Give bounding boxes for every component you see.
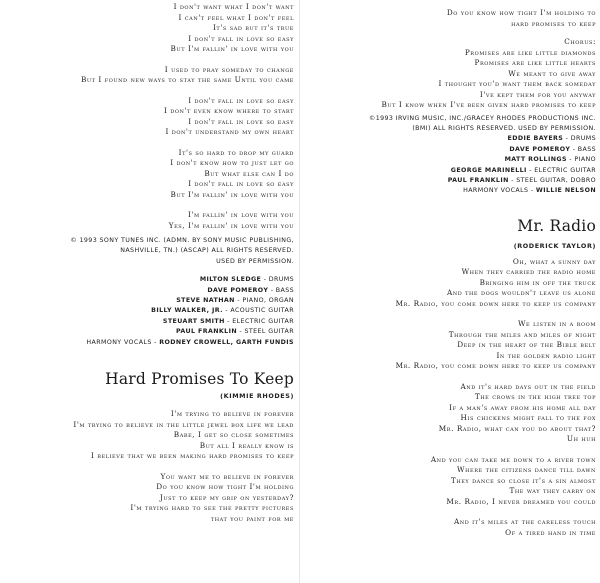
- lyric-line: Through the miles and miles of night: [448, 329, 596, 339]
- stanza: [0, 65, 294, 86]
- musician-credit: MATT ROLLINGS - PIANO: [504, 156, 596, 164]
- stanza: [302, 8, 596, 29]
- musician-credit: DAVE POMEROY - BASS: [509, 145, 596, 153]
- lyric-line: I don't understand my own heart: [165, 127, 294, 136]
- lyric-line: I don't want what I don't want: [173, 2, 294, 11]
- stanza: [0, 148, 294, 201]
- stanza: [302, 455, 596, 508]
- lyric-line: I don't fall in love so easy: [188, 33, 294, 43]
- musician-credit: EDDIE BAYERS - DRUMS: [507, 135, 596, 143]
- lyric-line: I'm fallin' in love with you: [187, 210, 294, 219]
- stanza: [0, 210, 294, 231]
- left-column: [0, 0, 294, 524]
- musician-credit: STEUART SMITH - ELECTRIC GUITAR: [162, 317, 294, 325]
- lyric-line: I don't fall in love so easy: [188, 95, 294, 105]
- stanza: [302, 257, 596, 310]
- copyright-line: ©1993 IRVING MUSIC, INC./GRACEY RHODES PRODUCTIONS INC.: [369, 114, 596, 122]
- stanza: [0, 2, 294, 55]
- lyric-line: When they carried the radio home: [461, 267, 596, 277]
- musician-credit: DAVE POMEROY - BASS: [207, 286, 294, 294]
- lyric-line: We listen in a room: [517, 319, 596, 329]
- song-title-hard-promises: Hard Promises To Keep: [105, 370, 294, 389]
- stanza: [0, 472, 294, 525]
- musician-name: GEORGE MARINELLI: [450, 166, 527, 174]
- lyric-line: Just to keep my grip on yesterday?: [159, 492, 294, 502]
- musician-credit: HARMONY VOCALS - WILLIE NELSON: [463, 187, 596, 195]
- musician-name: PAUL FRANKLIN: [447, 176, 509, 184]
- lyric-line: But I'm fallin' in love with you: [170, 44, 294, 53]
- lyric-line: I don't even know where to start: [164, 106, 294, 115]
- lyric-line: In the golden radio light: [496, 350, 596, 360]
- lyric-line: You want me to believe in forever: [160, 471, 294, 481]
- song2-copyright: [302, 114, 596, 135]
- lyric-line: I don't fall in love so easy: [188, 179, 294, 188]
- lyric-line: Chorus:: [564, 37, 596, 46]
- lyric-line: But what else can I do: [204, 168, 294, 178]
- musician-name: BILLY WALKER, JR.: [151, 307, 223, 315]
- lyric-line: And it's hard days out in the field: [460, 381, 596, 391]
- lyric-line: And the dogs wouldn't leave us alone: [446, 288, 596, 298]
- musician-credit: HARMONY VOCALS - RODNEY CROWELL, GARTH FUNDIS: [86, 338, 294, 346]
- musician-name: EDDIE BAYERS: [507, 135, 564, 143]
- lyric-line: His chickens might fall to the fox: [460, 413, 596, 423]
- musician-name: DAVE POMEROY: [207, 286, 269, 294]
- song2-lyrics-continued: [302, 0, 596, 29]
- lyric-line: I thought you'd want them back someday: [438, 79, 596, 88]
- lyric-line: The way they carry on: [509, 486, 596, 496]
- lyric-line: Babe, I get so close sometimes: [173, 430, 294, 440]
- musician-credit: GEORGE MARINELLI - ELECTRIC GUITAR: [450, 166, 596, 174]
- lyric-line: Do you know how tight I'm holding: [156, 482, 294, 492]
- lyric-line: hard promises to keep: [511, 18, 596, 28]
- lyric-line: Deep in the heart of the Bible belt: [457, 340, 596, 350]
- musician-credit: MILTON SLEDGE - DRUMS: [199, 276, 294, 284]
- stanza: [302, 37, 596, 111]
- lyric-line: Mr. Radio, what can you do about that?: [438, 423, 596, 433]
- lyric-line: I'm trying hard to see the pretty pictures: [130, 503, 294, 513]
- song3-lyrics: [302, 257, 596, 539]
- musician-credit: PAUL FRANKLIN - STEEL GUITAR: [175, 328, 294, 336]
- lyric-line: Mr. Radio, I never dreamed you could: [446, 496, 596, 506]
- lyric-line: I've kept them for you anyway: [479, 89, 596, 99]
- lyric-line: Oh, what a sunny day: [512, 256, 596, 266]
- musician-credit: STEVE NATHAN - PIANO, ORGAN: [176, 297, 294, 305]
- lyric-line: Bringing him in off the truck: [479, 277, 596, 287]
- lyric-line: Of a tired hand in time: [505, 527, 596, 537]
- musician-name: PAUL FRANKLIN: [175, 328, 238, 336]
- lyric-line: Uh huh: [566, 434, 596, 444]
- songwriter-mr-radio: (RODERICK TAYLOR): [513, 241, 596, 250]
- lyric-line: I used to pray someday to change: [164, 64, 294, 74]
- musician-name: STEUART SMITH: [162, 317, 225, 325]
- stanza: [0, 96, 294, 138]
- stanza: [302, 382, 596, 445]
- lyric-line: It's so hard to drop my guard: [178, 147, 294, 157]
- lyric-line: I believe that we been making hard promises to keep: [90, 451, 294, 461]
- lyric-line: Yes, I'm fallin' in love with you: [168, 220, 294, 230]
- right-column: [302, 0, 596, 538]
- copyright-line: USED BY PERMISSION.: [216, 257, 294, 265]
- column-divider: [299, 0, 300, 583]
- stanza: [302, 319, 596, 372]
- lyric-line: But I'm fallin' in love with you: [170, 189, 294, 199]
- chorus: [302, 37, 596, 111]
- musician-name: STEVE NATHAN: [176, 297, 235, 305]
- lyric-line: But I found new ways to stay the same Until you came: [80, 75, 294, 84]
- lyric-line: We meant to give away: [508, 68, 596, 78]
- lyric-line: But all I really know is: [199, 440, 294, 450]
- lyric-line: Do you know how tight I'm holding to: [446, 8, 596, 17]
- lyric-line: I'm trying to believe in forever: [170, 409, 294, 419]
- copyright-line: NASHVILLE, TN.) (ASCAP) ALL RIGHTS RESERVED.: [120, 247, 294, 255]
- lyric-line: And it's miles at the careless touch: [453, 517, 596, 527]
- song-title-mr-radio: Mr. Radio: [517, 216, 596, 235]
- song1-credits: [0, 275, 294, 348]
- songwriter-hard-promises: (KIMMIE RHODES): [220, 392, 294, 401]
- lyric-line: They dance so close it's a sin almost: [450, 475, 596, 485]
- lyric-line: Mr. Radio, you come down here to keep us company: [395, 298, 596, 308]
- song1-copyright: [0, 236, 294, 267]
- lyric-line: Promises are like little diamonds: [464, 47, 596, 57]
- musician-name: RODNEY CROWELL, GARTH FUNDIS: [159, 338, 294, 346]
- lyric-line: Mr. Radio, you come down here to keep us company: [395, 361, 596, 371]
- stanza: [302, 517, 596, 538]
- song1-lyrics: [0, 0, 294, 231]
- musician-name: WILLIE NELSON: [535, 187, 596, 195]
- song2-credits: [302, 134, 596, 196]
- copyright-line: © 1993 SONY TUNES INC. (ADMN. BY SONY MUSIC PUBLISHING,: [70, 237, 294, 244]
- lyric-line: I can't feel what I don't feel: [178, 12, 294, 22]
- musician-name: MILTON SLEDGE: [199, 276, 262, 284]
- lyric-line: that you paint for me: [210, 513, 294, 523]
- musician-name: DAVE POMEROY: [509, 145, 571, 153]
- song2-lyrics: [0, 409, 294, 524]
- lyric-line: Promises are like little hearts: [474, 58, 596, 67]
- lyric-line: The crows in the high tree top: [474, 392, 596, 402]
- lyric-line: I don't fall in love so easy: [188, 116, 294, 126]
- stanza: [0, 409, 294, 462]
- lyric-line: I'm trying to believe in the little jewel box life we lead: [73, 419, 294, 429]
- lyric-line: I don't know how to just let go: [170, 158, 294, 167]
- musician-credit: PAUL FRANKLIN - STEEL GUITAR, DOBRO: [447, 176, 596, 184]
- lyric-line: If a man's away from his home all day: [449, 402, 596, 412]
- lyric-line: But I know when I've been given hard promises to keep: [381, 100, 596, 109]
- musician-credit: BILLY WALKER, JR. - ACOUSTIC GUITAR: [151, 307, 294, 315]
- lyric-line: Where the citizens dance till dawn: [457, 465, 596, 475]
- lyric-line: And you can take me down to a river town: [430, 454, 596, 464]
- copyright-line: (BMI) ALL RIGHTS RESERVED. USED BY PERMISSION.: [412, 124, 596, 132]
- lyric-line: It's sad but it's true: [213, 23, 294, 32]
- musician-name: MATT ROLLINGS: [504, 156, 567, 164]
